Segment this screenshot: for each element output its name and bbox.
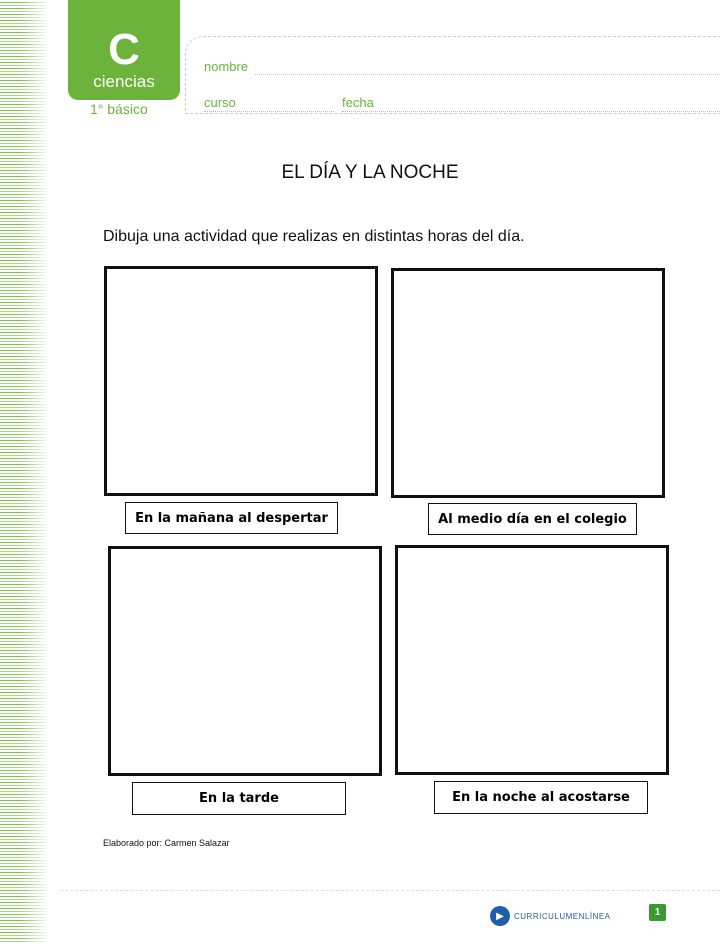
date-label: fecha xyxy=(342,95,374,110)
drawing-box-night[interactable] xyxy=(395,545,669,775)
subject-label: ciencias xyxy=(93,72,155,91)
name-field[interactable] xyxy=(255,74,720,75)
header-frame xyxy=(185,36,720,114)
grass-border-decoration xyxy=(0,0,50,943)
caption-noon: Al medio día en el colegio xyxy=(428,503,637,535)
course-field[interactable] xyxy=(204,111,334,112)
drawing-box-morning[interactable] xyxy=(104,266,378,496)
logo-letter: C xyxy=(108,25,140,74)
caption-night: En la noche al acostarse xyxy=(434,781,648,814)
instruction: Dibuja una actividad que realizas en distintas horas del día. xyxy=(103,228,525,245)
drawing-box-afternoon[interactable] xyxy=(108,546,382,776)
name-label: nombre xyxy=(204,59,249,74)
caption-afternoon: En la tarde xyxy=(132,782,346,815)
subject-logo xyxy=(68,0,180,100)
drawing-box-noon[interactable] xyxy=(391,268,665,498)
brand-name: CURRICULUMENLÍNEA xyxy=(514,911,611,921)
author-credit: Elaborado por: Carmen Salazar xyxy=(103,838,230,848)
caption-morning: En la mañana al despertar xyxy=(125,502,338,534)
brand-logo xyxy=(490,906,611,926)
grade-label: 1° básico xyxy=(90,101,148,117)
page-number: 1 xyxy=(649,904,666,921)
play-icon: ▶ xyxy=(490,906,510,926)
date-field[interactable] xyxy=(342,111,720,112)
page-title: EL DÍA Y LA NOCHE xyxy=(281,162,459,183)
footer-divider xyxy=(60,890,720,891)
course-label: curso xyxy=(204,95,236,110)
